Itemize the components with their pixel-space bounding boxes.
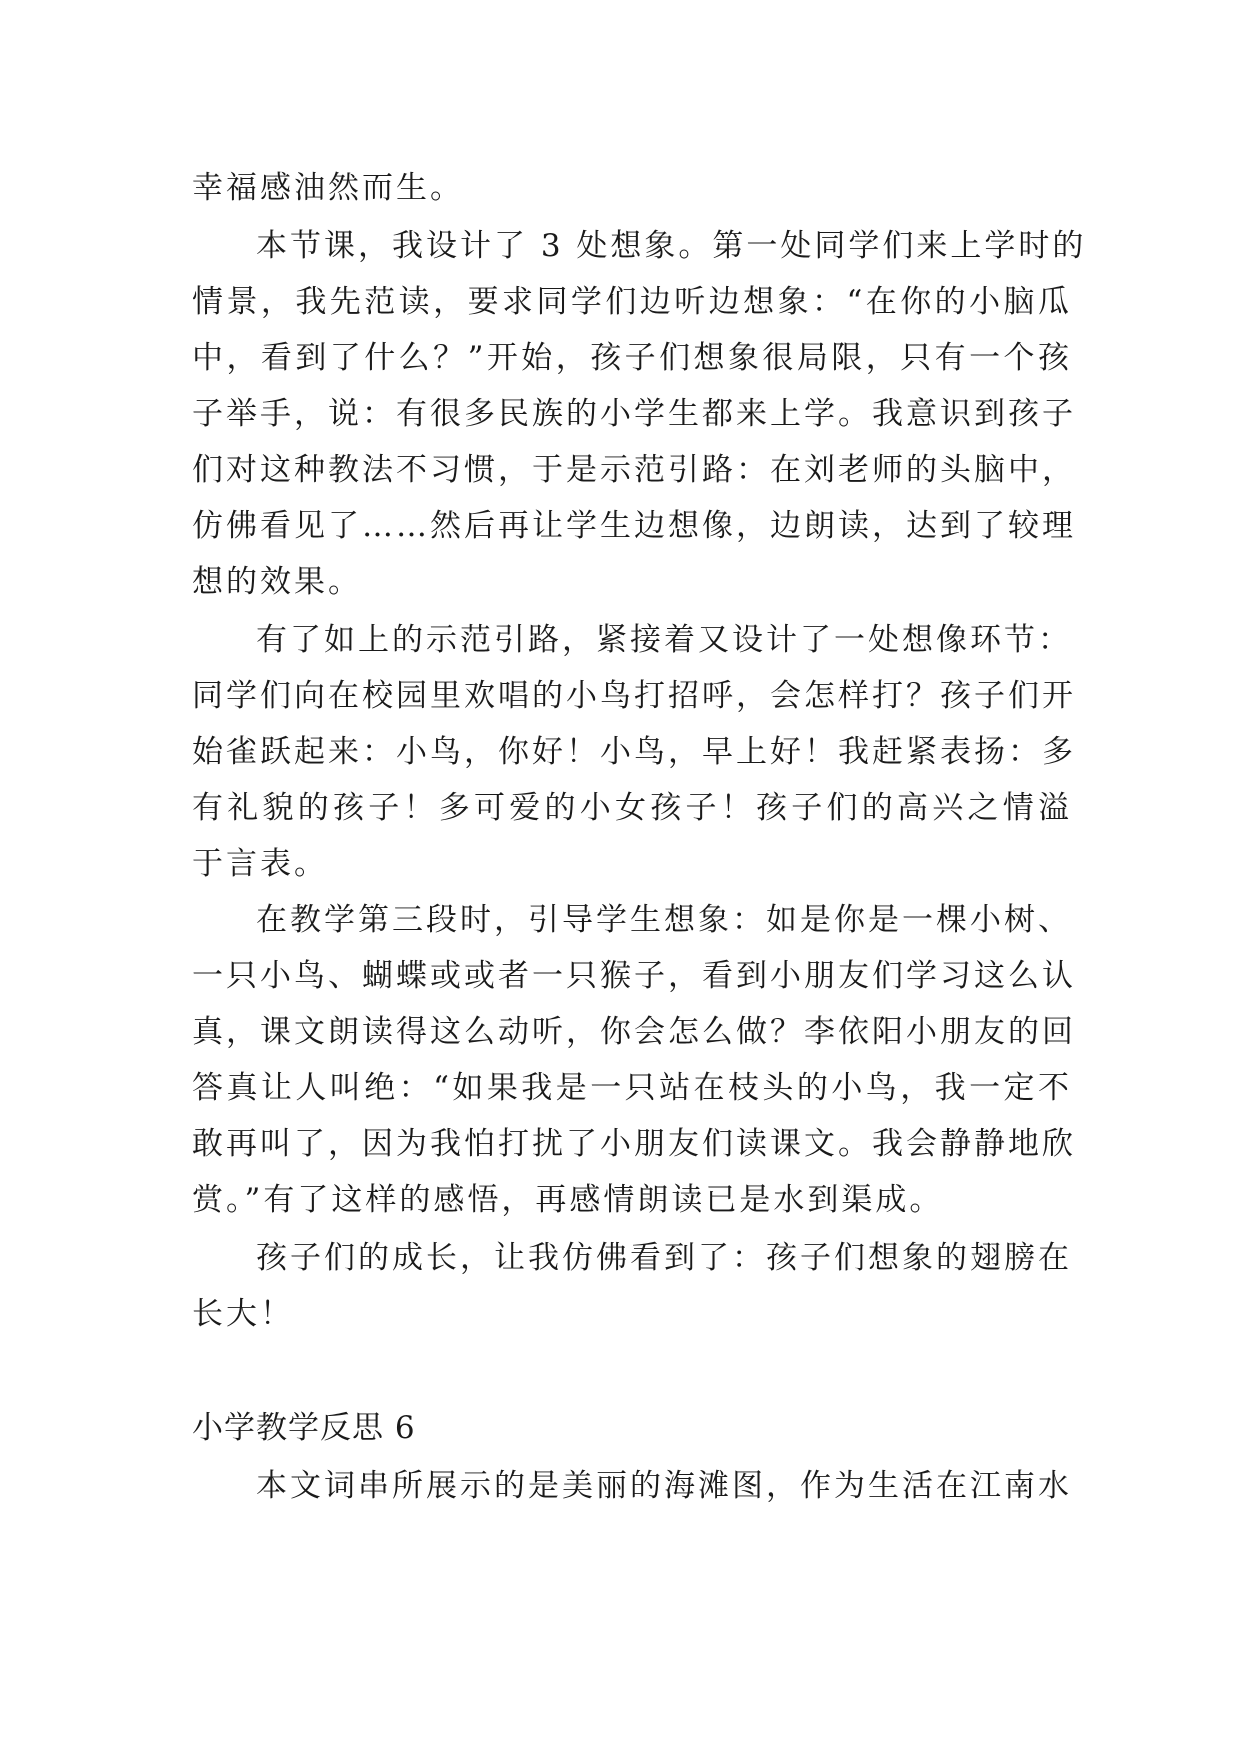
paragraph-line: 赏。”有了这样的感悟，再感情朗读已是水到渠成。 — [192, 1182, 944, 1218]
paragraph-line: 一只小鸟、蝴蝶或或者一只猴子，看到小朋友们学习这么认 — [192, 958, 1076, 994]
paragraph-line: 中，看到了什么？”开始，孩子们想象很局限，只有一个孩 — [192, 340, 1072, 376]
paragraph-line: 仿佛看见了……然后再让学生边想像，边朗读，达到了较理 — [192, 508, 1076, 544]
paragraph-line: 长大！ — [192, 1296, 294, 1332]
paragraph-line: 想的效果。 — [192, 564, 362, 600]
paragraph-line: 幸福感油然而生。 — [192, 170, 464, 206]
paragraph-line: 子举手，说：有很多民族的小学生都来上学。我意识到孩子 — [192, 396, 1076, 432]
paragraph-line: 同学们向在校园里欢唱的小鸟打招呼，会怎样打？孩子们开 — [192, 678, 1076, 714]
paragraph-line: 有礼貌的孩子！多可爱的小女孩子！孩子们的高兴之情溢 — [192, 790, 1072, 826]
paragraph-line: 始雀跃起来：小鸟，你好！小鸟，早上好！我赶紧表扬：多 — [192, 734, 1076, 770]
paragraph-line: 答真让人叫绝：“如果我是一只站在枝头的小鸟，我一定不 — [192, 1070, 1072, 1106]
paragraph-line: 于言表。 — [192, 846, 328, 882]
paragraph-line: 情景，我先范读，要求同学们边听边想象：“在你的小脑瓜 — [192, 284, 1072, 320]
section-heading: 小学教学反思 6 — [192, 1410, 416, 1446]
paragraph-line: 本文词串所展示的是美丽的海滩图，作为生活在江南水 — [256, 1468, 1072, 1504]
paragraph-line: 本节课，我设计了 3 处想象。第一处同学们来上学时的 — [256, 228, 1087, 264]
paragraph-line: 有了如上的示范引路，紧接着又设计了一处想像环节： — [256, 622, 1072, 658]
paragraph-line: 孩子们的成长，让我仿佛看到了：孩子们想象的翅膀在 — [256, 1240, 1072, 1276]
paragraph-line: 真，课文朗读得这么动听，你会怎么做？李依阳小朋友的回 — [192, 1014, 1076, 1050]
paragraph-line: 们对这种教法不习惯，于是示范引路：在刘老师的头脑中， — [192, 452, 1076, 488]
paragraph-line: 在教学第三段时，引导学生想象：如是你是一棵小树、 — [256, 902, 1072, 938]
paragraph-line: 敢再叫了，因为我怕打扰了小朋友们读课文。我会静静地欣 — [192, 1126, 1076, 1162]
